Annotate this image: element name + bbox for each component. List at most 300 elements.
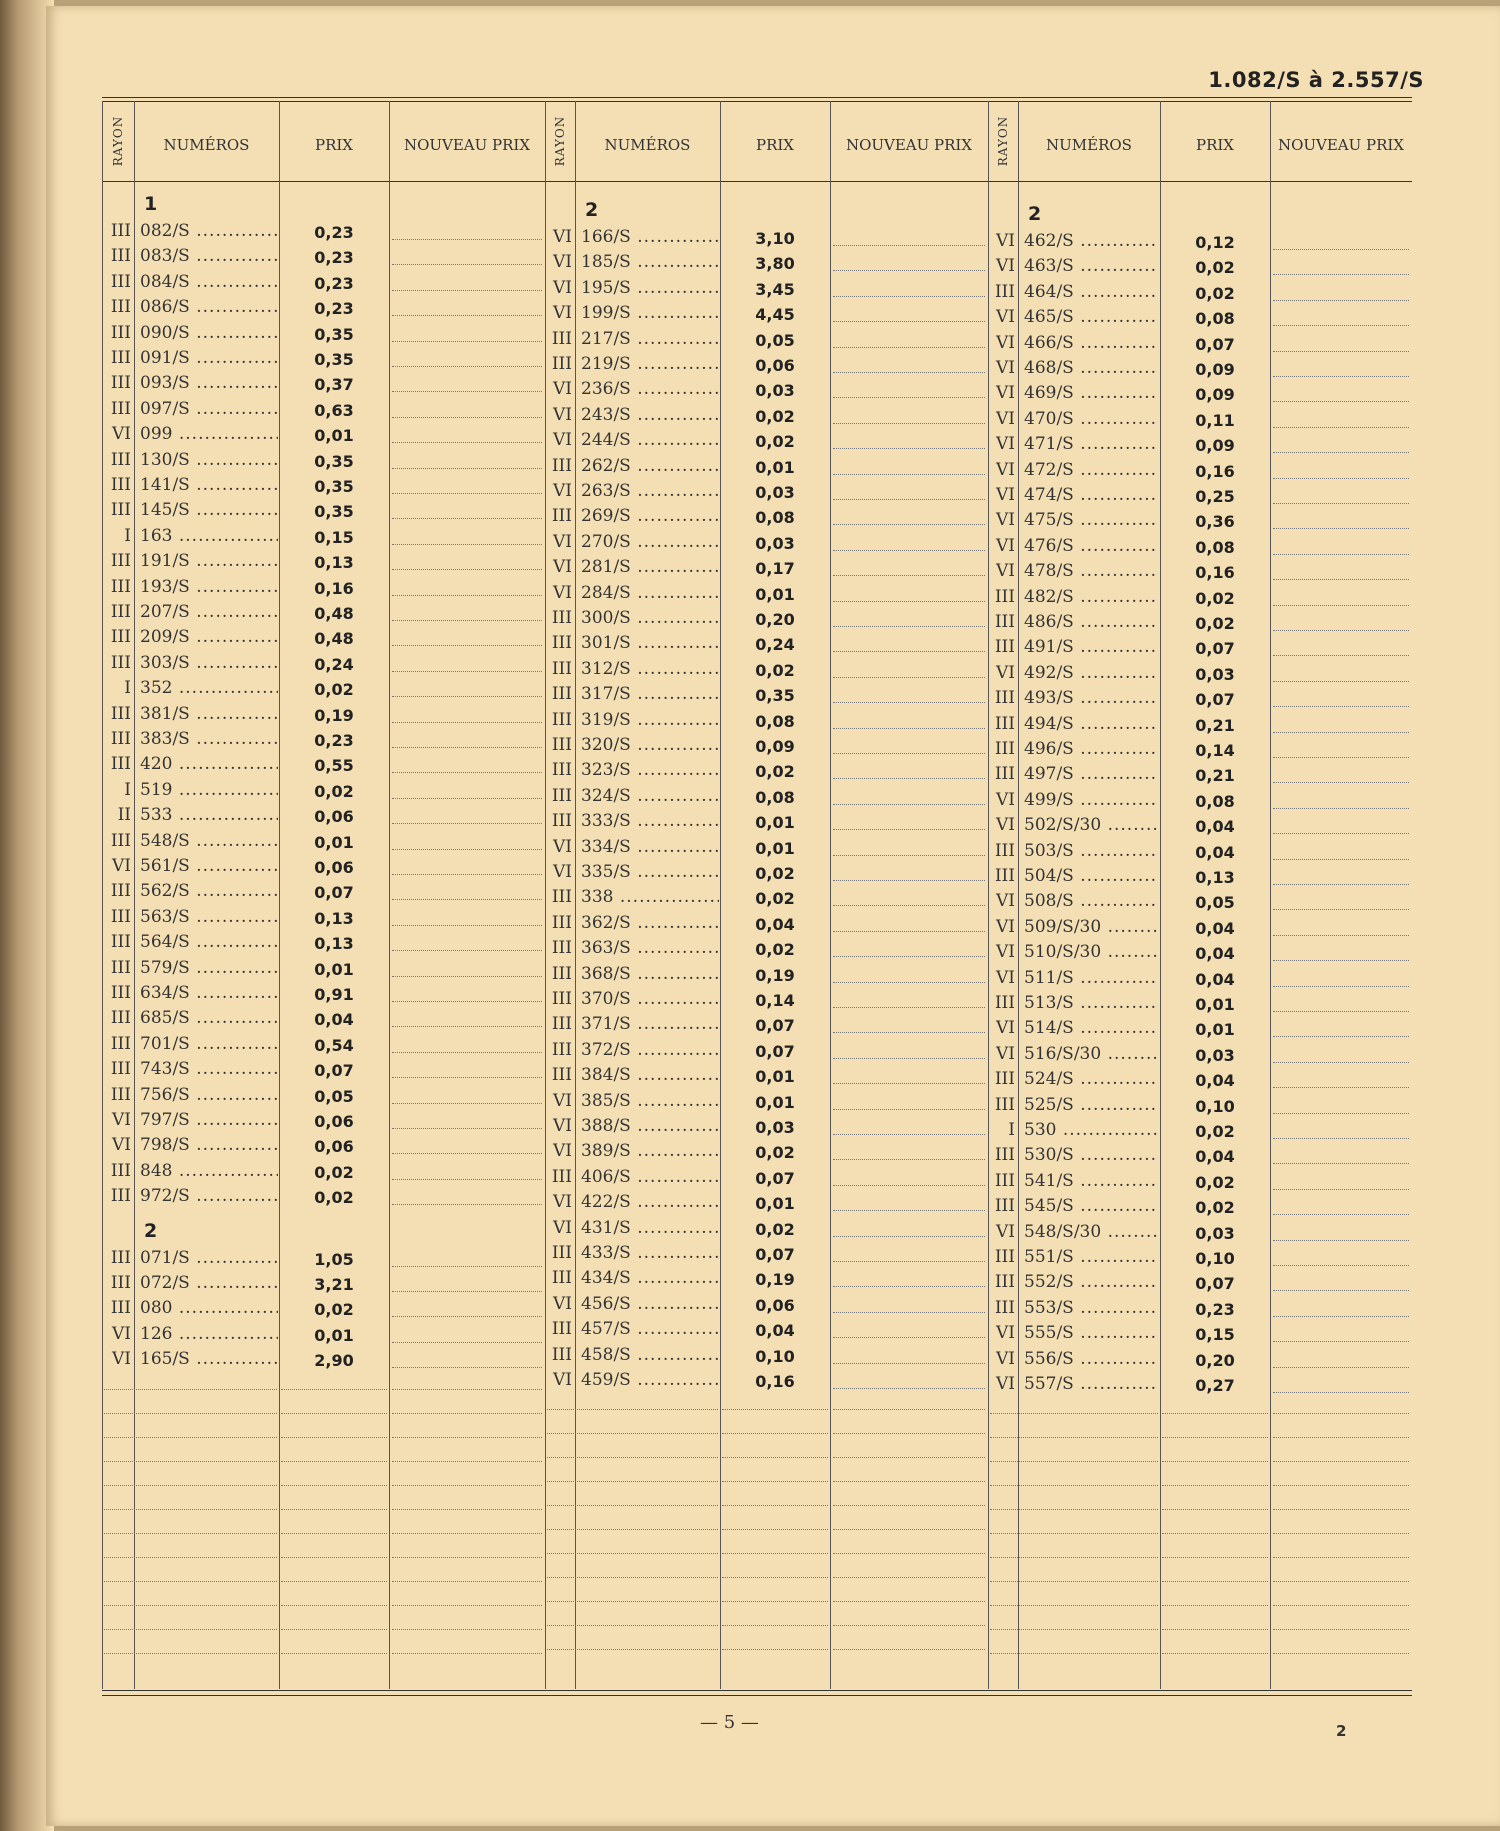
prix-cell: 4,45 xyxy=(755,305,795,325)
prix-cell: 0,07 xyxy=(1195,1274,1235,1294)
prix-cell: 0,02 xyxy=(314,680,354,700)
price-row xyxy=(102,1135,545,1160)
nouveau-prix-blank[interactable] xyxy=(1273,935,1409,936)
prix-cell: 0,37 xyxy=(314,375,354,395)
nouveau-prix-blank[interactable] xyxy=(1273,554,1409,555)
rayon-cell: VI xyxy=(996,1348,1015,1369)
nouveau-prix-blank[interactable] xyxy=(833,677,985,678)
nouveau-prix-blank[interactable] xyxy=(1273,300,1409,301)
nouveau-prix-blank[interactable] xyxy=(833,448,985,449)
price-row xyxy=(545,1091,988,1116)
numero-cell xyxy=(140,907,278,927)
rayon-cell: III xyxy=(551,785,572,806)
price-row xyxy=(545,710,988,735)
nouveau-prix-blank[interactable] xyxy=(392,1204,542,1205)
nouveau-prix-blank[interactable] xyxy=(833,1261,985,1262)
nouveau-prix-blank[interactable] xyxy=(392,645,542,646)
nouveau-prix-blank[interactable] xyxy=(392,722,542,723)
nouveau-prix-blank[interactable] xyxy=(833,474,985,475)
nouveau-prix-blank[interactable] xyxy=(392,671,542,672)
nouveau-prix-blank[interactable] xyxy=(833,982,985,983)
nouveau-prix-blank[interactable] xyxy=(833,1210,985,1211)
nouveau-prix-blank[interactable] xyxy=(1273,1036,1409,1037)
price-row xyxy=(545,989,988,1014)
nouveau-prix-blank[interactable] xyxy=(1273,401,1409,402)
rayon-cell: VI xyxy=(553,1293,572,1314)
prix-cell: 0,02 xyxy=(755,940,795,960)
empty-entry-line xyxy=(1273,1605,1409,1606)
nouveau-prix-blank[interactable] xyxy=(1273,249,1409,250)
rayon-cell: III xyxy=(994,1069,1015,1090)
nouveau-prix-blank[interactable] xyxy=(833,1007,985,1008)
nouveau-prix-blank[interactable] xyxy=(833,245,985,246)
prix-cell: 0,35 xyxy=(314,350,354,369)
numero-cell xyxy=(140,450,278,470)
rayon-cell: III xyxy=(110,449,131,470)
nouveau-prix-blank[interactable] xyxy=(833,753,985,754)
numero-cell xyxy=(1024,1298,1158,1318)
nouveau-prix-blank[interactable] xyxy=(1273,274,1409,275)
numero-text: 562/S xyxy=(140,881,190,902)
nouveau-prix-blank[interactable] xyxy=(1273,325,1409,326)
nouveau-prix-blank[interactable] xyxy=(833,423,985,424)
nouveau-prix-blank[interactable] xyxy=(833,956,985,957)
nouveau-prix-blank[interactable] xyxy=(392,1179,542,1180)
price-row xyxy=(988,663,1412,688)
nouveau-prix-blank[interactable] xyxy=(392,341,542,342)
numero-cell xyxy=(140,272,278,292)
nouveau-prix-blank[interactable] xyxy=(1273,1290,1409,1291)
nouveau-prix-blank[interactable] xyxy=(392,442,542,443)
price-column-2 xyxy=(545,97,988,1689)
nouveau-prix-blank[interactable] xyxy=(1273,1163,1409,1164)
rayon-cell: III xyxy=(110,246,131,267)
numero-cell xyxy=(581,532,719,552)
prix-cell: 0,20 xyxy=(755,610,795,629)
nouveau-prix-blank[interactable] xyxy=(392,264,542,265)
nouveau-prix-blank[interactable] xyxy=(1273,630,1409,631)
nouveau-prix-blank[interactable] xyxy=(392,1367,542,1368)
nouveau-prix-blank[interactable] xyxy=(833,575,985,576)
nouveau-prix-blank[interactable] xyxy=(1273,427,1409,428)
nouveau-prix-blank[interactable] xyxy=(392,239,542,240)
prix-cell: 0,01 xyxy=(755,1194,795,1214)
rayon-cell: VI xyxy=(553,379,572,400)
nouveau-prix-blank[interactable] xyxy=(833,1286,985,1287)
nouveau-prix-blank[interactable] xyxy=(392,849,542,850)
nouveau-prix-blank[interactable] xyxy=(833,880,985,881)
rayon-cell: III xyxy=(994,1094,1015,1115)
nouveau-prix-blank[interactable] xyxy=(1273,681,1409,682)
nouveau-prix-blank[interactable] xyxy=(1273,757,1409,758)
nouveau-prix-blank[interactable] xyxy=(392,417,542,418)
numero-text: 533 xyxy=(140,805,173,826)
price-row xyxy=(988,1120,1412,1145)
rayon-cell: III xyxy=(551,938,572,959)
numero-cell xyxy=(140,1059,278,1079)
price-row xyxy=(988,1349,1412,1374)
nouveau-prix-blank[interactable] xyxy=(1273,655,1409,656)
empty-entry-line xyxy=(392,1533,542,1534)
nouveau-prix-blank[interactable] xyxy=(392,747,542,748)
nouveau-prix-blank[interactable] xyxy=(392,1316,542,1317)
nouveau-prix-blank[interactable] xyxy=(392,544,542,545)
nouveau-prix-blank[interactable] xyxy=(392,899,542,900)
nouveau-prix-blank[interactable] xyxy=(392,493,542,494)
nouveau-prix-blank[interactable] xyxy=(833,931,985,932)
numero-text: 362/S xyxy=(581,912,631,933)
price-row xyxy=(102,577,545,602)
nouveau-prix-blank[interactable] xyxy=(1273,503,1409,504)
price-row xyxy=(102,1034,545,1059)
empty-entry-line xyxy=(1162,1653,1268,1654)
price-row xyxy=(545,557,988,582)
prix-cell: 0,35 xyxy=(314,502,354,522)
nouveau-prix-blank[interactable] xyxy=(392,569,542,570)
price-row xyxy=(102,1324,545,1349)
nouveau-prix-blank[interactable] xyxy=(833,1083,985,1084)
numero-cell xyxy=(581,989,719,1009)
prix-cell: 0,35 xyxy=(314,477,354,496)
numero-cell xyxy=(140,627,278,647)
nouveau-prix-blank[interactable] xyxy=(1273,1392,1409,1393)
numero-text: 207/S xyxy=(140,602,190,622)
numero-cell xyxy=(1024,968,1158,988)
nouveau-prix-blank[interactable] xyxy=(1273,859,1409,860)
price-row xyxy=(988,434,1412,459)
nouveau-prix-blank[interactable] xyxy=(392,1103,542,1104)
numero-text: 281/S xyxy=(581,557,631,578)
nouveau-prix-blank[interactable] xyxy=(1273,884,1409,885)
price-row xyxy=(545,1268,988,1293)
nouveau-prix-blank[interactable] xyxy=(1273,808,1409,809)
nouveau-prix-blank[interactable] xyxy=(1273,986,1409,987)
nouveau-prix-blank[interactable] xyxy=(833,651,985,652)
empty-entry-line xyxy=(1273,1557,1409,1558)
empty-entry-line xyxy=(990,1461,1158,1462)
numero-cell xyxy=(581,862,719,882)
prix-cell: 0,05 xyxy=(755,330,795,350)
nouveau-prix-blank[interactable] xyxy=(833,1312,985,1313)
numero-cell xyxy=(1024,1222,1158,1242)
price-row xyxy=(545,456,988,481)
nouveau-prix-blank[interactable] xyxy=(1273,1113,1409,1114)
nouveau-prix-blank[interactable] xyxy=(392,391,542,392)
nouveau-prix-blank[interactable] xyxy=(392,290,542,291)
prix-cell: 0,02 xyxy=(314,1162,354,1182)
numero-text: 478/S xyxy=(1024,561,1074,582)
nouveau-prix-blank[interactable] xyxy=(1273,1062,1409,1063)
numero-text: 551/S xyxy=(1024,1247,1074,1267)
nouveau-prix-blank[interactable] xyxy=(833,321,985,322)
nouveau-prix-blank[interactable] xyxy=(1273,605,1409,606)
nouveau-prix-blank[interactable] xyxy=(392,1342,542,1343)
empty-entry-line xyxy=(1162,1509,1268,1510)
nouveau-prix-blank[interactable] xyxy=(833,372,985,373)
price-row xyxy=(988,764,1412,789)
nouveau-prix-blank[interactable] xyxy=(1273,960,1409,961)
nouveau-prix-blank[interactable] xyxy=(1273,528,1409,529)
prix-cell: 0,03 xyxy=(755,1118,795,1137)
price-row xyxy=(102,602,545,627)
price-row xyxy=(545,1116,988,1141)
nouveau-prix-blank[interactable] xyxy=(833,905,985,906)
nouveau-prix-blank[interactable] xyxy=(392,798,542,799)
rayon-cell: VI xyxy=(996,942,1015,963)
price-row xyxy=(988,714,1412,739)
price-row xyxy=(102,1110,545,1135)
prix-cell: 0,54 xyxy=(314,1035,354,1055)
numero-cell xyxy=(581,710,719,730)
price-row xyxy=(988,561,1412,586)
numero-text: 563/S xyxy=(140,906,190,927)
numero-text: 496/S xyxy=(1024,739,1074,759)
numero-text: 324/S xyxy=(581,785,631,806)
prix-cell: 0,07 xyxy=(755,1245,795,1264)
nouveau-prix-blank[interactable] xyxy=(392,1291,542,1292)
nouveau-prix-blank[interactable] xyxy=(1273,1316,1409,1317)
nouveau-prix-blank[interactable] xyxy=(1273,1011,1409,1012)
nouveau-prix-blank[interactable] xyxy=(833,270,985,271)
prix-cell: 0,06 xyxy=(314,1112,354,1131)
numero-cell xyxy=(1024,333,1158,353)
empty-entry-line xyxy=(990,1581,1158,1582)
rayon-header: RAYON xyxy=(111,115,126,167)
numero-text: 468/S xyxy=(1024,358,1074,378)
nouveau-prix-blank[interactable] xyxy=(833,601,985,602)
nouveau-prix-blank[interactable] xyxy=(1273,1240,1409,1241)
rayon-cell: VI xyxy=(112,1110,131,1130)
nouveau-prix-blank[interactable] xyxy=(833,1159,985,1160)
nouveau-prix-blank[interactable] xyxy=(833,1058,985,1059)
price-row xyxy=(102,424,545,449)
nouveau-prix-blank[interactable] xyxy=(392,1077,542,1078)
nouveau-prix-blank[interactable] xyxy=(1273,909,1409,910)
nouveau-prix-blank[interactable] xyxy=(833,855,985,856)
nouveau-prix-blank[interactable] xyxy=(392,1052,542,1053)
price-row xyxy=(545,252,988,277)
nouveau-prix-blank[interactable] xyxy=(833,1032,985,1033)
rayon-cell: III xyxy=(994,840,1015,861)
empty-entry-line xyxy=(722,1481,828,1482)
prix-cell: 0,02 xyxy=(314,1188,354,1208)
numero-text: 352 xyxy=(140,678,173,699)
nouveau-prix-blank[interactable] xyxy=(392,976,542,977)
numero-cell xyxy=(140,856,278,876)
numero-cell xyxy=(581,379,719,399)
nouveau-prix-blank[interactable] xyxy=(833,1236,985,1237)
nouveau-prix-blank[interactable] xyxy=(1273,579,1409,580)
numero-text: 084/S xyxy=(140,271,190,292)
numero-text: 497/S xyxy=(1024,764,1074,785)
prix-cell: 0,10 xyxy=(1195,1096,1235,1116)
group-label: 2 xyxy=(144,1219,158,1242)
nouveau-prix-blank[interactable] xyxy=(1273,376,1409,377)
nouveau-prix-blank[interactable] xyxy=(833,1363,985,1364)
prix-cell: 2,90 xyxy=(314,1351,354,1371)
numero-text: 525/S xyxy=(1024,1094,1074,1115)
nouveau-prix-blank[interactable] xyxy=(1273,732,1409,733)
numero-cell xyxy=(140,678,278,698)
nouveau-prix-blank[interactable] xyxy=(833,1337,985,1338)
nouveau-prix-blank[interactable] xyxy=(833,626,985,627)
numero-text: 383/S xyxy=(140,729,190,749)
empty-entry-line xyxy=(1273,1461,1409,1462)
nouveau-prix-blank[interactable] xyxy=(392,595,542,596)
numero-cell xyxy=(581,659,719,679)
numero-cell xyxy=(581,811,719,831)
prix-cell: 0,91 xyxy=(314,985,354,1004)
nouveau-prix-blank[interactable] xyxy=(1273,351,1409,352)
nouveau-prix-blank[interactable] xyxy=(392,518,542,519)
price-row xyxy=(988,1018,1412,1043)
prix-cell: 0,01 xyxy=(314,959,354,979)
nouveau-prix-blank[interactable] xyxy=(833,397,985,398)
rayon-cell: III xyxy=(551,684,572,705)
nouveau-prix-blank[interactable] xyxy=(1273,706,1409,707)
numeros-header: NUMÉROS xyxy=(1046,136,1132,154)
numero-cell xyxy=(1024,1171,1158,1191)
nouveau-prix-blank[interactable] xyxy=(833,1388,985,1389)
empty-entry-line xyxy=(833,1601,985,1602)
numero-cell xyxy=(581,1294,719,1314)
nouveau-prix-blank[interactable] xyxy=(1273,1214,1409,1215)
numero-cell xyxy=(140,653,278,673)
numero-cell xyxy=(1024,764,1158,784)
nouveau-prix-blank[interactable] xyxy=(833,804,985,805)
nouveau-prix-blank[interactable] xyxy=(1273,478,1409,479)
numero-text: 145/S xyxy=(140,500,190,521)
numero-cell xyxy=(1024,942,1158,962)
price-row xyxy=(545,735,988,760)
empty-entry-line xyxy=(104,1461,277,1462)
numero-text: 338 xyxy=(581,887,614,908)
nouveau-prix-blank[interactable] xyxy=(392,1026,542,1027)
empty-entry-line xyxy=(104,1533,277,1534)
nouveau-prix-blank[interactable] xyxy=(392,874,542,875)
price-row xyxy=(102,1248,545,1273)
nouveau-prix-blank[interactable] xyxy=(1273,1341,1409,1342)
nouveau-prix-blank[interactable] xyxy=(392,925,542,926)
prix-cell: 0,48 xyxy=(314,604,354,623)
nouveau-prix-blank[interactable] xyxy=(833,499,985,500)
rayon-cell: VI xyxy=(553,582,572,603)
price-row xyxy=(102,500,545,525)
price-row xyxy=(988,968,1412,993)
price-row xyxy=(545,329,988,354)
nouveau-prix-blank[interactable] xyxy=(392,366,542,367)
numero-text: 469/S xyxy=(1024,383,1074,404)
nouveau-prix-blank[interactable] xyxy=(392,772,542,773)
rayon-cell: VI xyxy=(996,1374,1015,1394)
prix-cell: 0,23 xyxy=(314,273,354,293)
nouveau-prix-blank[interactable] xyxy=(1273,1087,1409,1088)
nouveau-prix-blank[interactable] xyxy=(392,315,542,316)
prix-cell: 0,04 xyxy=(1195,817,1235,837)
nouveau-prix-blank[interactable] xyxy=(1273,833,1409,834)
rayon-cell: I xyxy=(124,678,131,699)
nouveau-prix-blank[interactable] xyxy=(833,728,985,729)
nouveau-prix-blank[interactable] xyxy=(833,550,985,551)
numero-text: 199/S xyxy=(581,303,631,324)
empty-entry-line xyxy=(281,1485,387,1486)
numero-cell xyxy=(140,526,278,546)
nouveau-prix-blank[interactable] xyxy=(392,1153,542,1154)
nouveau-prix-blank[interactable] xyxy=(392,620,542,621)
nouveau-prix-blank[interactable] xyxy=(392,468,542,469)
nouveau-prix-blank[interactable] xyxy=(392,1266,542,1267)
numero-cell xyxy=(1024,866,1158,886)
nouveau-prix-blank[interactable] xyxy=(392,823,542,824)
numero-text: 166/S xyxy=(581,227,631,247)
empty-entry-line xyxy=(547,1625,718,1626)
prix-cell: 0,01 xyxy=(314,426,354,446)
price-row xyxy=(988,1247,1412,1272)
nouveau-prix-blank[interactable] xyxy=(1273,1138,1409,1139)
nouveau-prix-blank[interactable] xyxy=(833,296,985,297)
nouveau-prix-blank[interactable] xyxy=(392,1128,542,1129)
empty-entry-line xyxy=(833,1409,985,1410)
nouveau-prix-blank[interactable] xyxy=(1273,1265,1409,1266)
price-row xyxy=(545,1345,988,1370)
empty-entry-line xyxy=(392,1629,542,1630)
rayon-cell: VI xyxy=(553,1116,572,1136)
nouveau-prix-blank[interactable] xyxy=(392,1001,542,1002)
prix-cell: 0,23 xyxy=(314,248,354,268)
nouveau-prix-blank[interactable] xyxy=(833,778,985,779)
empty-entry-line xyxy=(281,1557,387,1558)
nouveau-prix-blank[interactable] xyxy=(833,702,985,703)
prix-cell: 0,20 xyxy=(1195,1350,1235,1370)
rayon-cell: III xyxy=(110,1084,131,1105)
nouveau-prix-blank[interactable] xyxy=(392,696,542,697)
nouveau-prix-blank[interactable] xyxy=(833,524,985,525)
numero-cell xyxy=(581,786,719,806)
nouveau-prix-blank[interactable] xyxy=(833,829,985,830)
rayon-cell: VI xyxy=(996,815,1015,836)
numero-cell xyxy=(581,557,719,577)
empty-entry-line xyxy=(281,1581,387,1582)
prix-cell: 0,16 xyxy=(1195,461,1235,481)
prix-cell: 0,08 xyxy=(1195,309,1235,329)
prix-cell: 3,80 xyxy=(755,254,795,274)
nouveau-prix-blank[interactable] xyxy=(833,1185,985,1186)
rayon-cell: III xyxy=(551,1166,572,1187)
numero-cell xyxy=(140,1186,278,1206)
price-row xyxy=(102,246,545,271)
rayon-cell: III xyxy=(110,906,131,927)
numero-text: 972/S xyxy=(140,1186,190,1207)
nouveau-prix-blank[interactable] xyxy=(1273,452,1409,453)
price-row xyxy=(545,938,988,963)
nouveau-prix-blank[interactable] xyxy=(833,1109,985,1110)
prix-cell: 0,17 xyxy=(755,559,795,579)
numero-text: 756/S xyxy=(140,1084,190,1105)
rayon-cell: III xyxy=(110,1160,131,1181)
nouveau-prix-blank[interactable] xyxy=(1273,1367,1409,1368)
rayon-cell: I xyxy=(124,525,131,546)
price-column-3 xyxy=(988,97,1412,1689)
nouveau-prix-blank[interactable] xyxy=(833,1134,985,1135)
prix-cell: 0,13 xyxy=(314,908,354,928)
nouveau-prix-blank[interactable] xyxy=(1273,1189,1409,1190)
price-row xyxy=(102,958,545,983)
nouveau-prix-blank[interactable] xyxy=(392,950,542,951)
numero-cell xyxy=(581,938,719,958)
numero-text: 474/S xyxy=(1024,485,1074,505)
nouveau-prix-blank[interactable] xyxy=(833,347,985,348)
nouveau-prix-blank[interactable] xyxy=(1273,782,1409,783)
